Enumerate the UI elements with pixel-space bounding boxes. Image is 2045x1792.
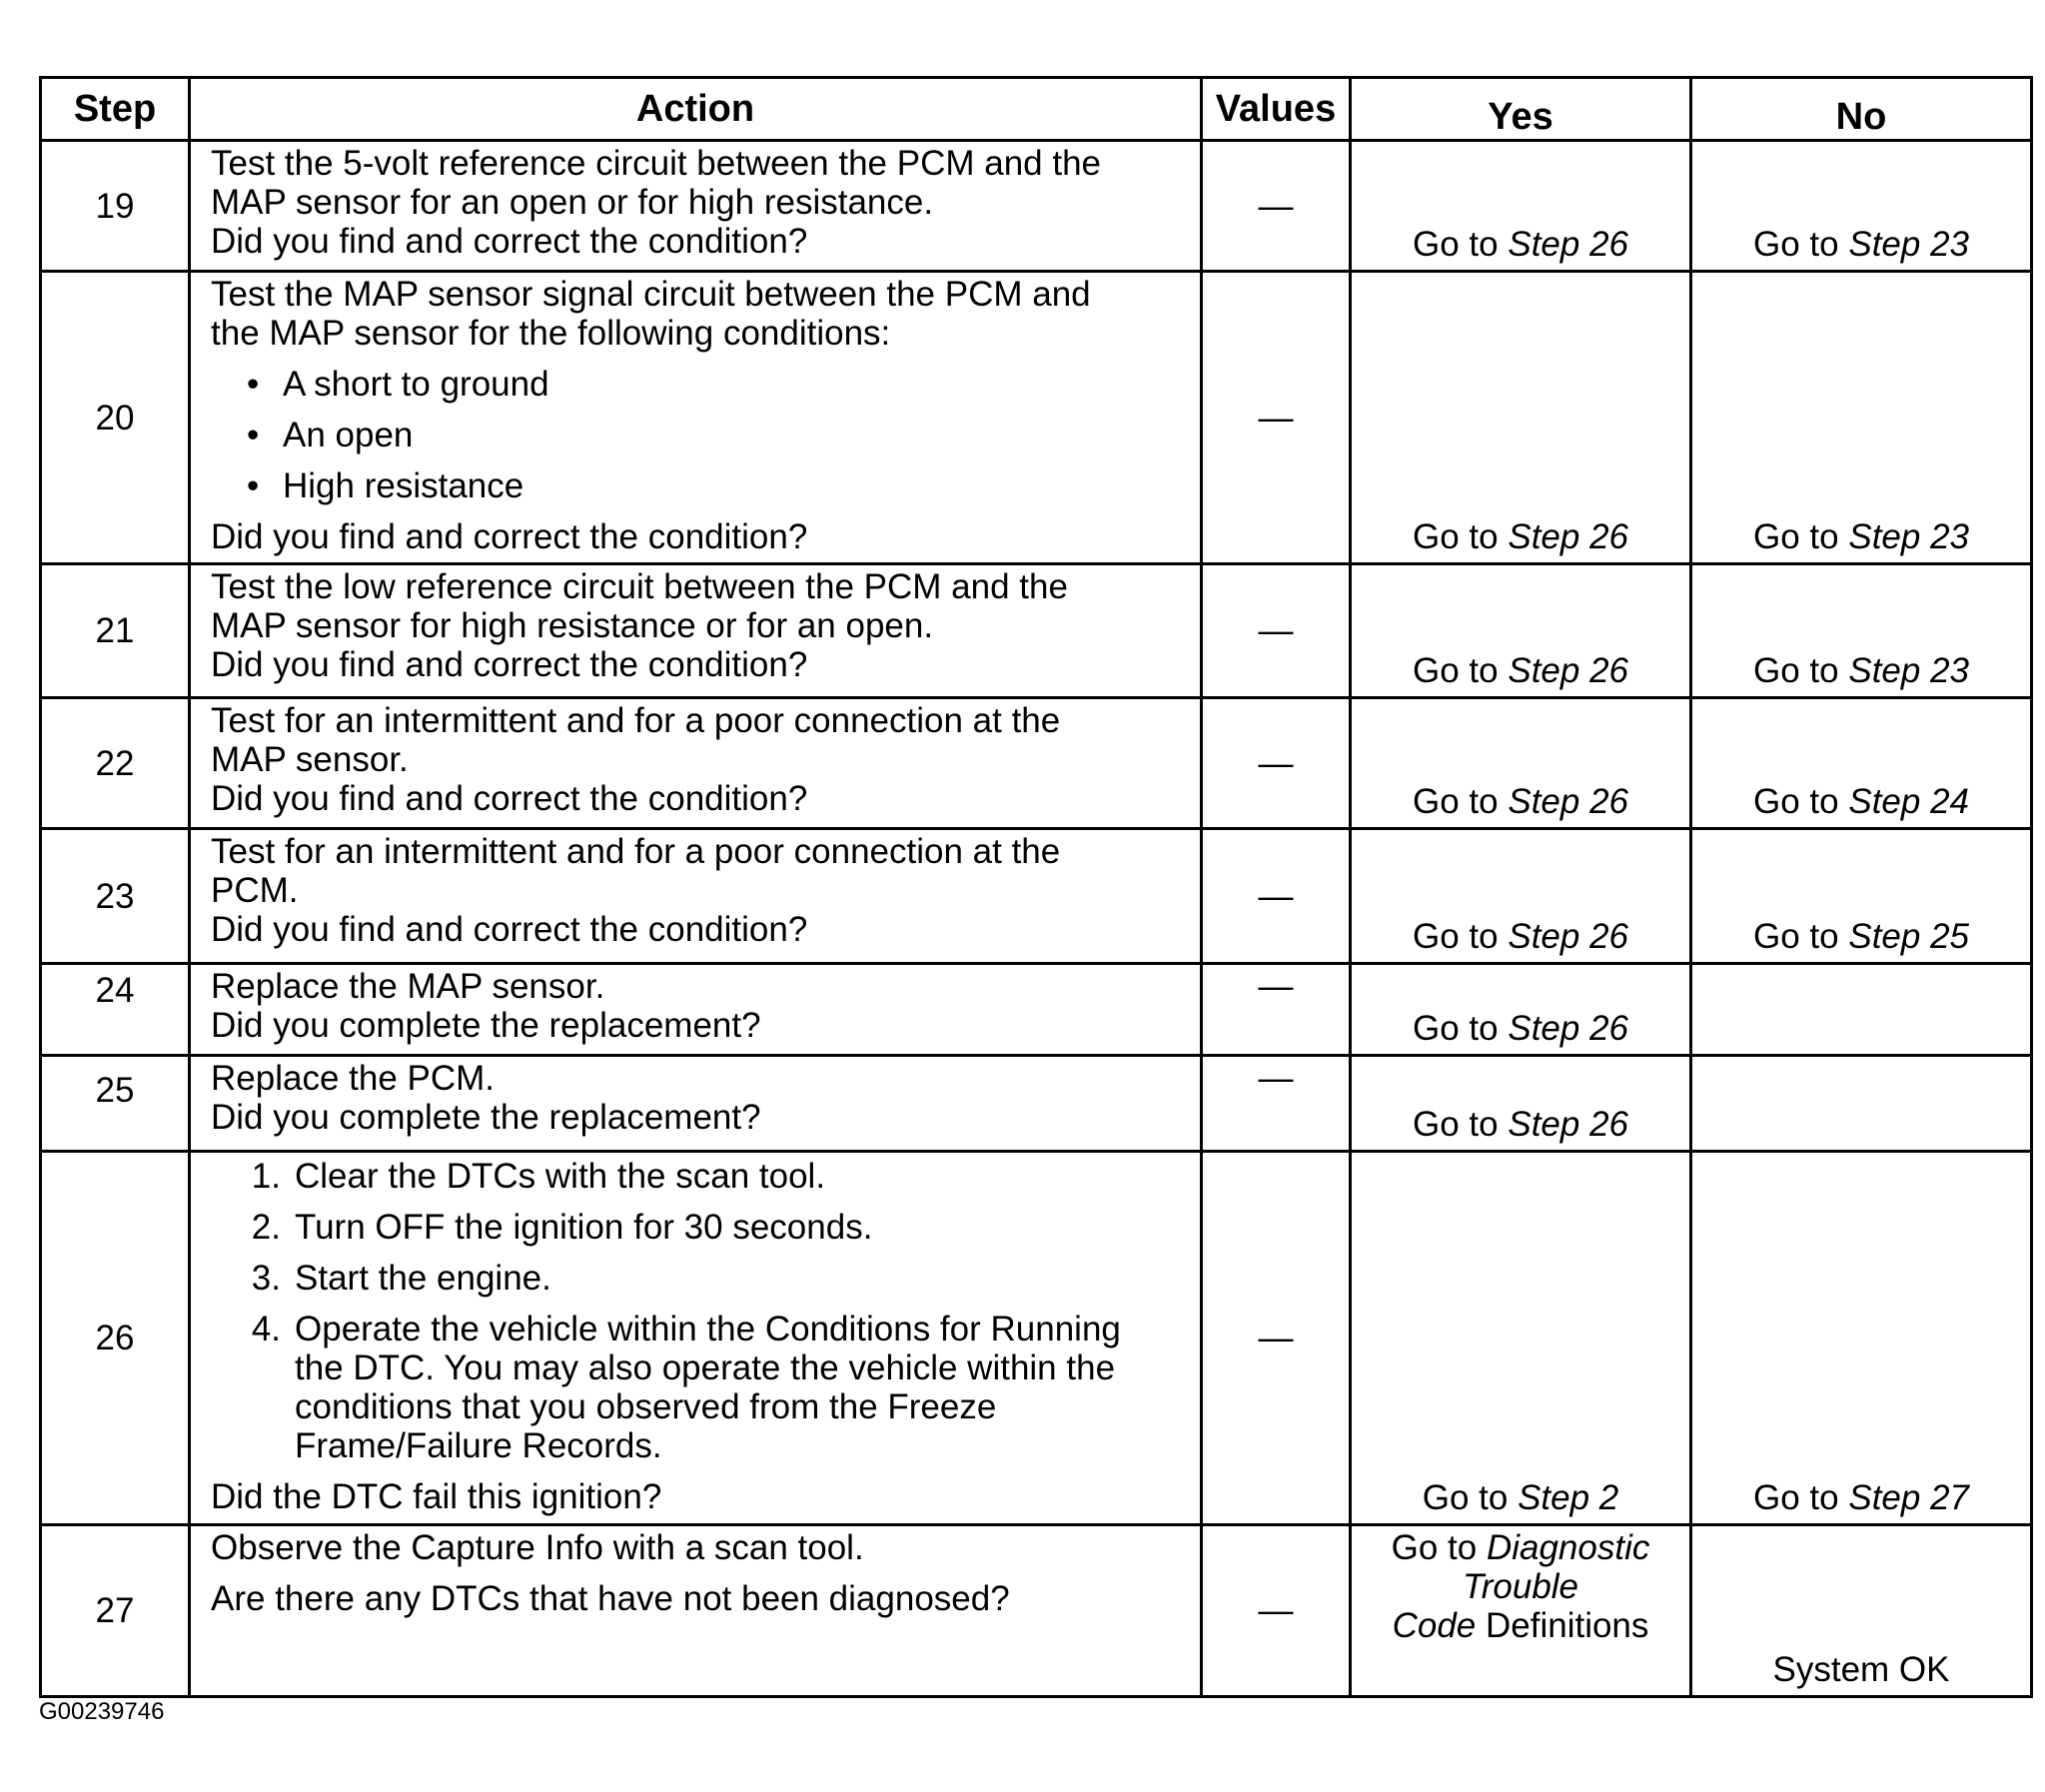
- action-cell: [190, 1056, 1202, 1152]
- step-number: 20: [41, 272, 190, 564]
- action-cell: [190, 272, 1202, 564]
- numbered-item: [211, 1310, 1186, 1465]
- action-cell: [190, 698, 1202, 829]
- action-question: Are there any DTCs that have not been diagnosed?: [211, 1579, 1010, 1618]
- step-number: 19: [41, 141, 190, 272]
- table-row: [41, 829, 2032, 964]
- header-values: Values: [1202, 78, 1351, 141]
- values-cell: —: [1202, 141, 1351, 272]
- goto-prefix: Go to: [1753, 917, 1839, 956]
- bullet-text: High resistance: [283, 466, 524, 505]
- bullet-item: [247, 365, 1186, 404]
- table-row: [41, 141, 2032, 272]
- code-link[interactable]: Code: [1392, 1606, 1477, 1645]
- table-row: [41, 1525, 2032, 1697]
- action-cell: [190, 1152, 1202, 1525]
- yes-step-link[interactable]: Step 26: [1508, 225, 1628, 264]
- no-step-link[interactable]: Step 27: [1848, 1478, 1969, 1517]
- yes-cell: [1351, 829, 1691, 964]
- header-no: No: [1691, 78, 2032, 141]
- values-cell: —: [1202, 1056, 1351, 1152]
- header-row: [41, 78, 2032, 141]
- action-question: Did you find and correct the condition?: [211, 222, 808, 261]
- action-line: Observe the Capture Info with a scan tool.: [211, 1528, 864, 1567]
- action-question: Did you find and correct the condition?: [211, 645, 808, 684]
- action-line: Test for an intermittent and for a poor connection at the: [211, 832, 1061, 871]
- no-cell: [1691, 141, 2032, 272]
- diagnostic-table: [39, 76, 2033, 1698]
- action-cell: [190, 1525, 1202, 1697]
- goto-prefix: Go to: [1753, 225, 1839, 264]
- no-cell: [1691, 829, 2032, 964]
- goto-prefix: Go to: [1413, 225, 1499, 264]
- values-cell: —: [1202, 1152, 1351, 1525]
- header-step: Step: [41, 78, 190, 141]
- yes-cell: [1351, 1056, 1691, 1152]
- no-cell: [1691, 564, 2032, 698]
- bullet-icon: •: [247, 416, 260, 454]
- yes-cell: [1351, 141, 1691, 272]
- item-number: 2.: [251, 1208, 281, 1247]
- goto-prefix: Go to: [1413, 1009, 1499, 1048]
- bullet-text: An open: [283, 416, 414, 454]
- bullet-item: [247, 466, 1186, 505]
- item-line: Frame/Failure Records.: [295, 1426, 662, 1465]
- goto-prefix: Go to: [1413, 651, 1499, 690]
- table-row: [41, 964, 2032, 1056]
- action-line: Replace the PCM.: [211, 1059, 496, 1098]
- step-number: 26: [41, 1152, 190, 1525]
- table-row: [41, 564, 2032, 698]
- no-step-link[interactable]: Step 23: [1848, 651, 1969, 690]
- definitions-text: Definitions: [1485, 1606, 1649, 1645]
- values-cell: —: [1202, 564, 1351, 698]
- yes-cell: [1351, 698, 1691, 829]
- goto-prefix: Go to: [1753, 517, 1839, 556]
- no-cell: System OK: [1691, 1525, 2032, 1697]
- values-cell: —: [1202, 272, 1351, 564]
- values-cell: —: [1202, 964, 1351, 1056]
- yes-step-link[interactable]: Step 26: [1508, 651, 1628, 690]
- action-line: MAP sensor for an open or for high resistance.: [211, 183, 934, 222]
- goto-prefix: Go to: [1753, 1478, 1839, 1517]
- item-line: Operate the vehicle within the Conditions for Running: [295, 1310, 1121, 1348]
- action-cell: [190, 564, 1202, 698]
- action-line: MAP sensor.: [211, 740, 409, 779]
- yes-step-link[interactable]: Step 26: [1508, 517, 1628, 556]
- values-cell: —: [1202, 698, 1351, 829]
- table-row: [41, 1056, 2032, 1152]
- values-cell: —: [1202, 829, 1351, 964]
- action-line: MAP sensor for high resistance or for an open.: [211, 606, 934, 645]
- goto-prefix: Go to: [1413, 517, 1499, 556]
- figure-id: G00239746: [39, 1698, 165, 1725]
- action-line: Replace the MAP sensor.: [211, 967, 605, 1006]
- header-yes: Yes: [1351, 78, 1691, 141]
- trouble-link[interactable]: Trouble: [1462, 1567, 1579, 1606]
- numbered-item: [211, 1157, 1186, 1196]
- step-number: 23: [41, 829, 190, 964]
- goto-prefix: Go to: [1413, 1105, 1499, 1144]
- yes-link-line: [1353, 1528, 1688, 1567]
- action-line: the MAP sensor for the following conditions:: [211, 314, 891, 353]
- step-number: 25: [41, 1056, 190, 1152]
- bullet-icon: •: [247, 365, 260, 404]
- table-row: [41, 698, 2032, 829]
- no-step-link[interactable]: Step 23: [1848, 225, 1969, 264]
- yes-cell: [1351, 272, 1691, 564]
- action-cell: [190, 829, 1202, 964]
- table-row: [41, 272, 2032, 564]
- yes-step-link[interactable]: Step 26: [1508, 1105, 1628, 1144]
- action-cell: [190, 141, 1202, 272]
- yes-cell: [1351, 564, 1691, 698]
- action-line: Test the MAP sensor signal circuit between the PCM and: [211, 275, 1091, 314]
- no-step-link[interactable]: Step 24: [1848, 782, 1969, 821]
- item-text: Turn OFF the ignition for 30 seconds.: [295, 1208, 873, 1247]
- no-step-link[interactable]: Step 25: [1848, 917, 1969, 956]
- goto-prefix: Go to: [1391, 1528, 1478, 1567]
- bullet-item: [247, 416, 1186, 454]
- action-line: Test the low reference circuit between the PCM and the: [211, 567, 1068, 606]
- goto-prefix: Go to: [1753, 651, 1839, 690]
- bullet-icon: •: [247, 466, 260, 505]
- action-line: Test for an intermittent and for a poor connection at the: [211, 701, 1061, 740]
- action-question: Did you complete the replacement?: [211, 1098, 761, 1137]
- item-text: [295, 1310, 1121, 1465]
- action-line: PCM.: [211, 871, 299, 910]
- yes-cell: [1351, 1152, 1691, 1525]
- yes-step-link[interactable]: Step 2: [1518, 1478, 1619, 1517]
- item-text: Clear the DTCs with the scan tool.: [295, 1157, 826, 1196]
- item-number: 3.: [251, 1259, 281, 1298]
- numbered-item: [211, 1259, 1186, 1298]
- no-cell: [1691, 272, 2032, 564]
- action-line: Test the 5-volt reference circuit between the PCM and the: [211, 144, 1102, 183]
- yes-link-line: [1353, 1606, 1688, 1645]
- goto-prefix: Go to: [1422, 1478, 1509, 1517]
- action-question: Did the DTC fail this ignition?: [211, 1477, 662, 1516]
- no-cell: [1691, 1152, 2032, 1525]
- step-number: 21: [41, 564, 190, 698]
- bullet-text: A short to ground: [283, 365, 549, 404]
- action-question: Did you find and correct the condition?: [211, 517, 808, 556]
- table-row: [41, 1152, 2032, 1525]
- item-number: 4.: [251, 1310, 281, 1348]
- goto-prefix: Go to: [1413, 782, 1499, 821]
- action-question: Did you find and correct the condition?: [211, 779, 808, 818]
- no-cell: [1691, 964, 2032, 1056]
- yes-cell: [1351, 1525, 1691, 1697]
- no-cell: [1691, 698, 2032, 829]
- yes-cell: [1351, 964, 1691, 1056]
- action-cell: [190, 964, 1202, 1056]
- yes-step-link[interactable]: Step 26: [1508, 917, 1628, 956]
- yes-step-link[interactable]: Step 26: [1508, 782, 1628, 821]
- numbered-item: [211, 1208, 1186, 1247]
- no-step-link[interactable]: Step 23: [1848, 517, 1969, 556]
- item-text: Start the engine.: [295, 1259, 551, 1298]
- action-question: Did you complete the replacement?: [211, 1006, 761, 1045]
- no-cell: [1691, 1056, 2032, 1152]
- step-number: 22: [41, 698, 190, 829]
- step-number: 24: [41, 964, 190, 1056]
- goto-prefix: Go to: [1753, 782, 1839, 821]
- yes-step-link[interactable]: Step 26: [1508, 1009, 1628, 1048]
- step-number: 27: [41, 1525, 190, 1697]
- item-line: conditions that you observed from the Freeze: [295, 1387, 997, 1426]
- header-action: Action: [190, 78, 1202, 141]
- goto-prefix: Go to: [1413, 917, 1499, 956]
- item-line: the DTC. You may also operate the vehicle within the: [295, 1348, 1116, 1387]
- diagnostic-link[interactable]: Diagnostic: [1486, 1528, 1650, 1567]
- action-question: Did you find and correct the condition?: [211, 910, 808, 949]
- values-cell: —: [1202, 1525, 1351, 1697]
- item-number: 1.: [251, 1157, 281, 1196]
